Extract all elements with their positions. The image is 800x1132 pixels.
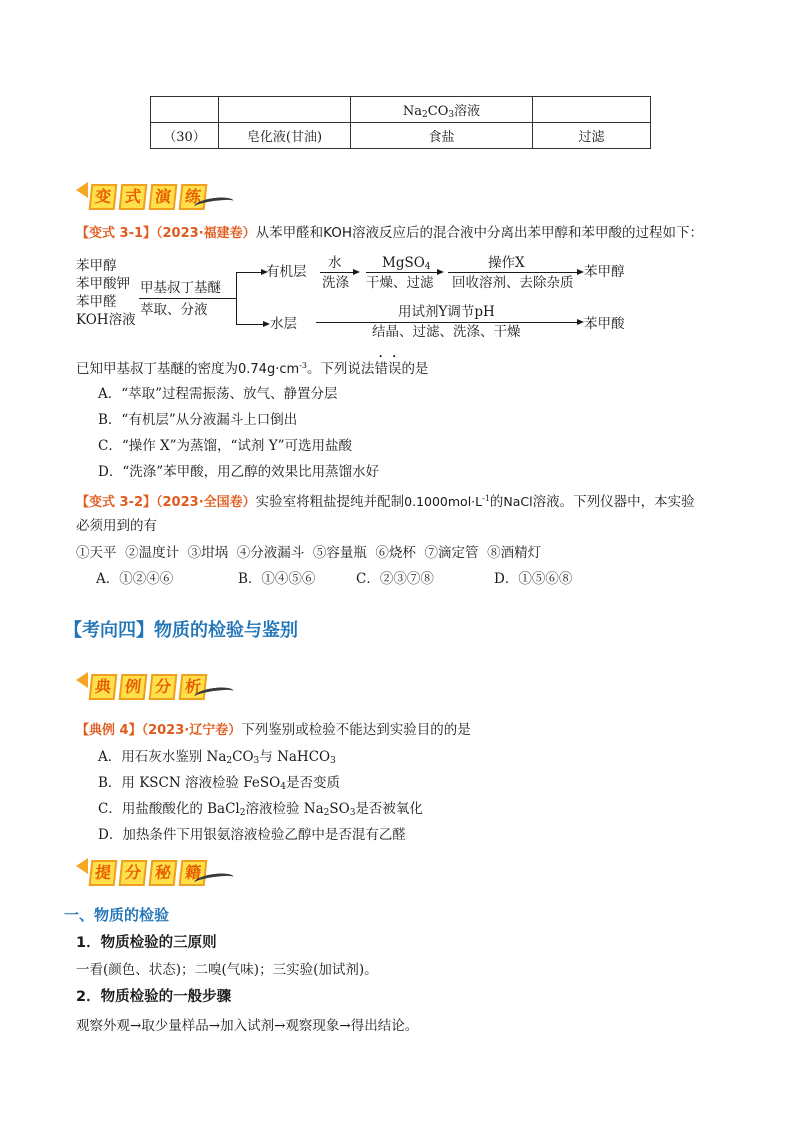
option-c: C．“操作 X”为蒸馏，“试剂 Y”可选用盐酸: [98, 438, 353, 454]
mixture-line: KOH溶液: [76, 312, 136, 328]
crystallize-op: 结晶、过滤、洗涤、干燥: [372, 324, 521, 340]
step-extract-reagent: 甲基叔丁基醚: [140, 280, 221, 296]
banner-char: 分: [149, 674, 178, 700]
operation-x: 操作X: [488, 255, 525, 271]
banner-variant-practice: [76, 176, 226, 220]
example-4-stem: 【典例 4】（2023·辽宁卷）下列鉴别或检验不能达到实验目的的是: [76, 722, 471, 738]
banner-char: 演: [149, 184, 178, 210]
organic-layer: 有机层: [266, 264, 307, 280]
table-row: [151, 97, 651, 123]
instrument-list: ①天平 ②温度计 ③坩埚 ④分液漏斗 ⑤容量瓶 ⑥烧杯 ⑦滴定管 ⑧酒精灯: [76, 545, 542, 561]
banner-tips: [76, 852, 226, 896]
banner-char: 提: [89, 860, 118, 886]
question-3-2-stem: 【变式 3-2】（2023·全国卷）实验室将粗盐提纯并配制$0.1000mol\cdot L^{-1}$的NaCl溶液。下列仪器中，本实验: [76, 494, 695, 510]
question-tag: 【变式 3-1】: [76, 226, 157, 241]
ph-adjust: 用试剂Y调节pH: [398, 304, 495, 320]
banner-typical-example: [76, 666, 226, 710]
product-benzyl-alcohol: 苯甲醇: [584, 264, 625, 280]
point-text: 观察外观→取少量样品→加入试剂→观察现象→得出结论。: [76, 1018, 419, 1034]
point-text: 一看(颜色、状态)；二嗅(气味)；三实验(加试剂)。: [76, 962, 378, 978]
option-d: D．“洗涤”苯甲酸，用乙醇的效果比用蒸馏水好: [98, 464, 380, 480]
question-3-1-stem: 【变式 3-1】（2023·福建卷）从苯甲醛和KOH溶液反应后的混合液中分离出苯甲醇和苯甲酸的过程如下：: [76, 225, 704, 241]
table-cell: （30）: [151, 123, 219, 149]
table-cell: [533, 97, 651, 123]
question-tag: 【变式 3-2】: [76, 495, 157, 510]
arrow: [236, 324, 264, 325]
option-b: B．用 KSCN 溶液检验 FeSO$_4$是否变质: [98, 775, 340, 792]
step-extract-op: 萃取、分液: [140, 302, 208, 318]
aqueous-layer: 水层: [270, 316, 297, 332]
table-cell: $Na_2CO_3$溶液: [351, 97, 533, 123]
product-benzoic-acid: 苯甲酸: [584, 316, 625, 332]
option-a: A．①②④⑥: [96, 571, 174, 587]
horn-icon: [76, 858, 88, 874]
divider: [139, 298, 237, 299]
dry-op: 干燥、过滤: [366, 275, 434, 291]
banner-char: 分: [119, 860, 148, 886]
banner-char: 式: [119, 184, 148, 210]
sub-section-heading: 一、物质的检验: [64, 906, 170, 924]
banner-char: 析: [179, 674, 208, 700]
banner-char: 秘: [149, 860, 178, 886]
table-cell: [151, 97, 219, 123]
section-heading: 【考向四】物质的检验与鉴别: [64, 620, 298, 641]
branch-line: [236, 272, 237, 324]
option-a: A．“萃取”过程需振荡、放气、静置分层: [98, 386, 338, 402]
question-source: （2023·全国卷）: [156, 495, 256, 510]
table-cell: 过滤: [533, 123, 651, 149]
option-d: D．加热条件下用银氨溶液检验乙醇中是否混有乙醛: [98, 827, 406, 843]
table-cell: [219, 97, 351, 123]
option-c: C．②③⑦⑧: [356, 571, 434, 587]
horn-icon: [76, 182, 88, 198]
table-row: [151, 123, 651, 149]
question-tag: 【典例 4】: [76, 723, 142, 738]
point-heading: 2．物质检验的一般步骤: [76, 989, 232, 1005]
emphasis-word: 错误: [374, 361, 402, 377]
banner-char: 例: [119, 674, 148, 700]
mixture-line: 苯甲醛: [76, 294, 117, 310]
banner-char: 练: [179, 184, 208, 210]
horn-icon: [76, 672, 88, 688]
question-source: （2023·福建卷）: [156, 226, 256, 241]
table-cell: 食盐: [351, 123, 533, 149]
option-a: A．用石灰水鉴别 $Na_2CO_3$与 NaHCO$_3$: [98, 749, 336, 766]
option-c: C．用盐酸酸化的 BaCl$_2$溶液检验 $Na_2SO_3$是否被氧化: [98, 801, 423, 818]
banner-char: 典: [89, 674, 118, 700]
wash-reagent: 水: [328, 255, 342, 271]
wash-op: 洗涤: [322, 275, 349, 291]
table-cell: 皂化液(甘油): [219, 123, 351, 149]
option-b: B．①④⑤⑥: [238, 571, 316, 587]
point-heading: 1．物质检验的三原则: [76, 935, 217, 951]
banner-char: 变: [89, 184, 118, 210]
mixture-line: 苯甲醇: [76, 258, 117, 274]
option-b: B．“有机层”从分液漏斗上口倒出: [98, 412, 298, 428]
question-3-2-stem-cont: 必须用到的有: [76, 518, 157, 534]
known-condition: 已知甲基叔丁基醚的密度为$0.74g\cdot cm^{-3}$。下列说法错误的是: [76, 361, 429, 377]
question-source: （2023·辽宁卷）: [141, 723, 242, 738]
option-d: D．①⑤⑥⑧: [494, 571, 573, 587]
reagent-table: [150, 96, 651, 149]
arrow: [236, 272, 262, 273]
recover-op: 回收溶剂、去除杂质: [452, 275, 574, 291]
banner-char: 籍: [179, 860, 208, 886]
mixture-line: 苯甲酸钾: [76, 276, 130, 292]
